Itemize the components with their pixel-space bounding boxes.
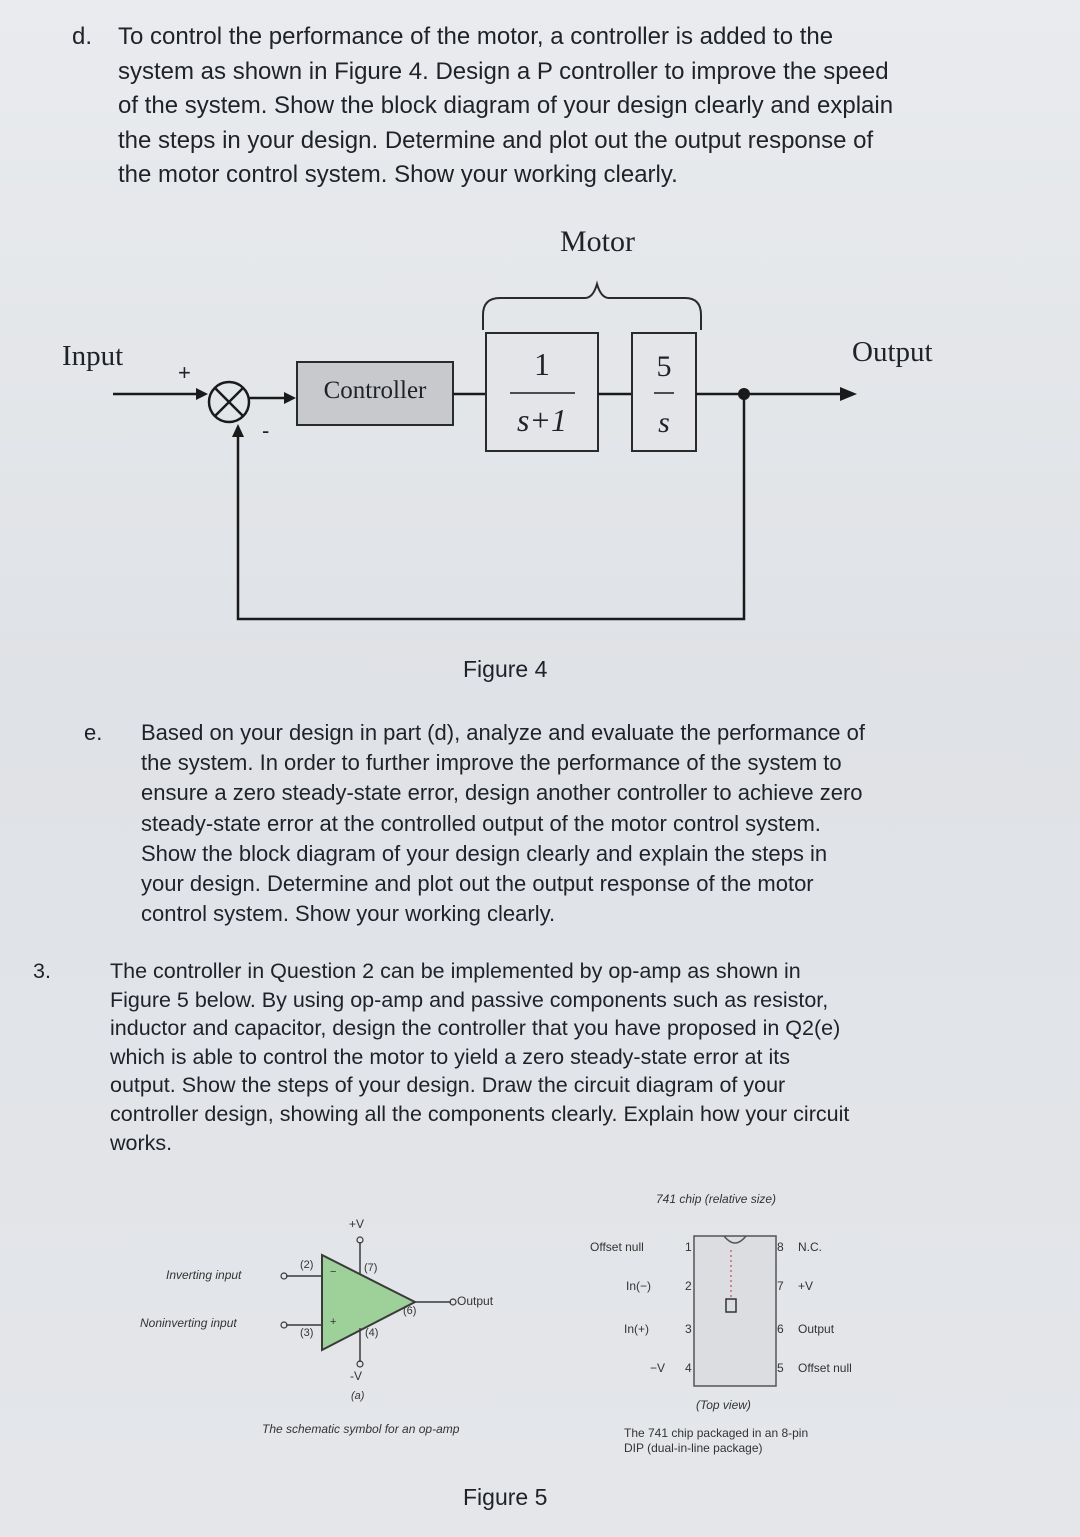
text-line: steady-state error at the controlled output of the motor control system.: [141, 810, 821, 836]
output-label: Output: [852, 336, 933, 368]
text-line: works.: [110, 1130, 173, 1155]
op-amp-caption: The schematic symbol for an op-amp: [262, 1422, 460, 1436]
chip-pin-3-num: 3: [685, 1322, 692, 1336]
part-d-text: [118, 20, 1038, 193]
tf1-denominator: s+1: [516, 402, 568, 438]
part-d-label: d.: [72, 23, 93, 50]
input-arrowhead: [196, 388, 208, 400]
text-line: ensure a zero steady-state error, design another controller to achieve zero: [141, 780, 863, 806]
part-e-label: e.: [84, 720, 103, 745]
text-line: which is able to control the motor to yield a zero steady-state error at its: [110, 1044, 790, 1069]
inverting-input-label: Inverting input: [166, 1268, 242, 1282]
text-line: control system. Show your working clearly.: [141, 901, 556, 927]
plus-input-sign: +: [330, 1316, 337, 1328]
output-pin-label: Output: [457, 1294, 494, 1308]
minus-v-label: -V: [350, 1369, 362, 1383]
text-line: Show the block diagram of your design clearly and explain the steps in: [141, 840, 828, 866]
chip-pin-5-num: 5: [777, 1361, 784, 1375]
feedback-arrowhead: [232, 424, 244, 437]
noninverting-input-label: Noninverting input: [140, 1316, 237, 1330]
motor-brace: [483, 284, 701, 330]
motor-label: Motor: [560, 225, 635, 258]
pin-2-label: (2): [300, 1259, 314, 1271]
chip-pin-7-name: +V: [798, 1279, 814, 1293]
minus-sign: -: [262, 418, 270, 443]
chip-pin-4-name: −V: [650, 1361, 666, 1375]
chip-body: [694, 1236, 776, 1386]
text-line: Based on your design in part (d), analyze and evaluate the performance of: [141, 720, 866, 745]
chip-pin-2-num: 2: [685, 1279, 692, 1293]
pin-4-label: (4): [365, 1327, 379, 1339]
question-3-text: [110, 957, 1050, 1157]
pin-3-label: (3): [300, 1327, 314, 1339]
plus-sign: +: [178, 360, 191, 385]
tf1-numerator: 1: [534, 346, 550, 382]
chip-title: 741 chip (relative size): [656, 1192, 777, 1206]
text-line: your design. Determine and plot out the output response of the motor: [141, 871, 814, 897]
text-line: controller design, showing all the components clearly. Explain how your circuit: [110, 1101, 850, 1126]
figure-4-caption: Figure 4: [463, 656, 548, 682]
plus-v-label: +V: [349, 1217, 365, 1231]
figure-5-caption: Figure 5: [463, 1484, 548, 1510]
chip-pin-1-name: Offset null: [590, 1240, 644, 1254]
chip-pin-4-num: 4: [685, 1361, 692, 1375]
output-arrowhead: [840, 387, 857, 401]
question-3-label: 3.: [33, 959, 51, 983]
chip-pin-1-num: 1: [685, 1240, 692, 1254]
chip-caption-line-1: The 741 chip packaged in an 8-pin: [624, 1426, 809, 1440]
tf2-denominator: s: [658, 406, 670, 439]
pin-7-label: (7): [364, 1262, 378, 1274]
text-line: the system. In order to further improve the performance of the system to: [141, 750, 842, 776]
chip-pin-8-name: N.C.: [798, 1240, 822, 1254]
text-line: the steps in your design. Determine and plot out the output response of: [118, 126, 874, 154]
chip-pin-7-num: 7: [777, 1279, 784, 1293]
input-label: Input: [62, 340, 124, 372]
chip-pin-5-name: Offset null: [798, 1361, 852, 1375]
chip-pin-2-name: In(−): [626, 1279, 652, 1293]
chip-top-view: (Top view): [696, 1398, 751, 1412]
text-line: system as shown in Figure 4. Design a P controller to improve the speed: [118, 57, 889, 85]
op-amp-sub-label: (a): [351, 1390, 365, 1402]
chip-pin-6-num: 6: [777, 1322, 784, 1336]
text-line: Figure 5 below. By using op-amp and passive components such as resistor,: [110, 987, 829, 1012]
part-e-text: [141, 718, 1041, 929]
chip-caption-line-2: DIP (dual-in-line package): [624, 1441, 763, 1455]
text-line: The controller in Question 2 can be implemented by op-amp as shown in: [110, 959, 801, 983]
text-line: output. Show the steps of your design. Draw the circuit diagram of your: [110, 1073, 786, 1098]
pin-6-label: (6): [403, 1305, 417, 1317]
minus-input-sign: −: [330, 1266, 337, 1278]
text-line: the motor control system. Show your working clearly.: [118, 161, 678, 188]
chip-pin-3-name: In(+): [624, 1322, 650, 1336]
text-line: To control the performance of the motor, a controller is added to the: [118, 23, 834, 50]
controller-label: Controller: [323, 377, 427, 404]
text-line: inductor and capacitor, design the controller that you have proposed in Q2(e): [110, 1016, 841, 1041]
chip-pin-8-num: 8: [777, 1240, 784, 1254]
tf2-numerator: 5: [656, 350, 672, 383]
text-line: of the system. Show the block diagram of your design clearly and explain: [118, 92, 894, 119]
chip-pin-6-name: Output: [798, 1322, 835, 1336]
op-amp-symbol: [280, 1220, 460, 1390]
